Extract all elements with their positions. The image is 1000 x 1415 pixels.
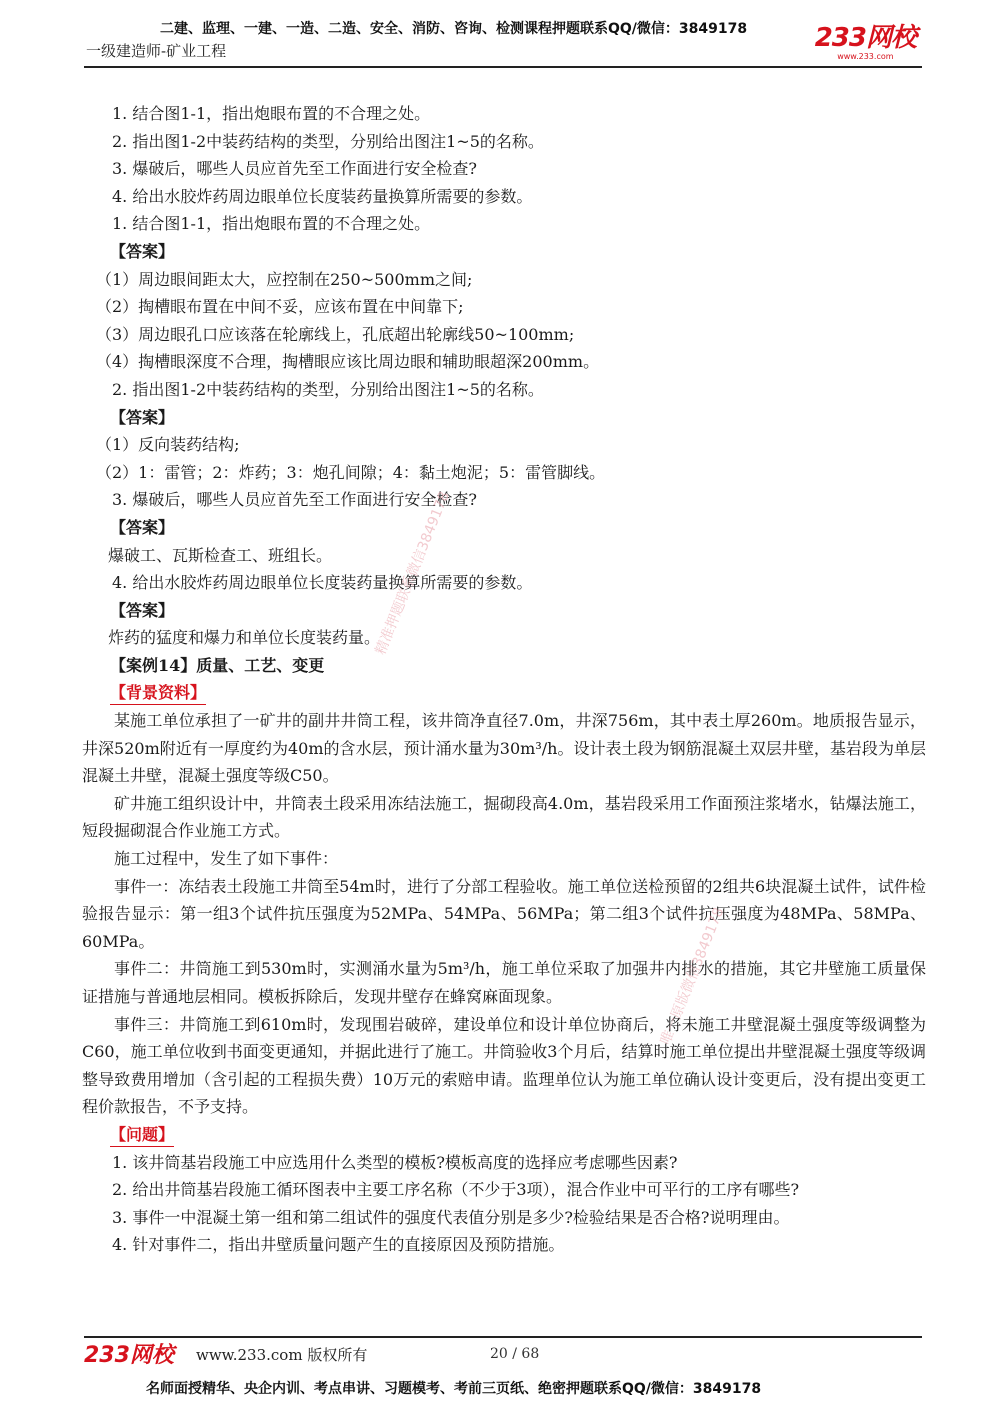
header-subtitle: 一级建造师-矿业工程: [86, 42, 227, 60]
question-1: 1. 结合图1-1，指出炮眼布置的不合理之处。: [112, 104, 431, 123]
header-divider: [84, 66, 922, 68]
footer-divider: [84, 1336, 922, 1338]
answer-1-item-4: （4）掏槽眼深度不合理，掏槽眼应该比周边眼和辅助眼超深200mm。: [96, 352, 600, 372]
case-question-4: 4. 针对事件二，指出井壁质量问题产生的直接原因及预防措施。: [112, 1235, 565, 1255]
background-paragraph-2: 矿井施工组织设计中，井筒表土段采用冻结法施工，掘砌段高4.0m，基岩段采用工作面预注浆堵水，钻爆法施工，短段掘砌混合作业施工方式。: [82, 793, 926, 841]
event-1: 事件一：冻结表土段施工井筒至54m时，进行了分部工程验收。施工单位送检预留的2组共6块混凝土试件，试件检验报告显示：第一组3个试件抗压强度为52MPa、54MPa、56MPa；第二组3个试件抗压强度为48MPa、58MPa、60MPa。: [82, 876, 926, 951]
question-4: 4. 给出水胶炸药周边眼单位长度装药量换算所需要的参数。: [112, 186, 533, 206]
question-3: 3. 爆破后，哪些人员应首先至工作面进行安全检查?: [112, 159, 477, 179]
answer-3: 爆破工、瓦斯检查工、班组长。: [108, 545, 333, 565]
answer-4: 炸药的猛度和爆力和单位长度装药量。: [108, 628, 381, 648]
logo-url: www.233.com: [837, 52, 894, 61]
answer-label: 【答案】: [110, 517, 175, 537]
watermark: 唯一原版微信3849178: [657, 905, 728, 1048]
question-1-repeat: 1. 结合图1-1，指出炮眼布置的不合理之处。: [112, 214, 431, 234]
question-4-repeat: 4. 给出水胶炸药周边眼单位长度装药量换算所需要的参数。: [112, 573, 533, 593]
case-question-3: 3. 事件一中混凝土第一组和第二组试件的强度代表值分别是多少?检验结果是否合格?说明理由。: [112, 1207, 790, 1227]
answer-label: 【答案】: [110, 241, 175, 261]
answer-1-item-2: （2）掏槽眼布置在中间不妥，应该布置在中间靠下;: [96, 297, 464, 317]
answer-label: 【答案】: [110, 600, 175, 620]
question-2: 2. 指出图1-2中装药结构的类型，分别给出图注1~5的名称。: [112, 131, 544, 151]
question-2-repeat: 2. 指出图1-2中装药结构的类型，分别给出图注1~5的名称。: [112, 379, 544, 399]
answer-1-item-1: （1）周边眼间距太大，应控制在250~500mm之间;: [96, 269, 473, 289]
answer-label: 【答案】: [110, 407, 175, 427]
footer-promo: 名师面授精华、央企内训、考点串讲、习题模考、考前三页纸、绝密押题联系QQ/微信：3849178: [146, 1381, 762, 1397]
answer-1-item-3: （3）周边眼孔口应该落在轮廓线上，孔底超出轮廓线50~100mm;: [96, 324, 575, 344]
header-promo: 二建、监理、一建、一造、二造、安全、消防、咨询、检测课程押题联系QQ/微信：3849178: [160, 21, 748, 37]
footer-logo: 233网校: [84, 1343, 174, 1368]
brand-logo: [815, 24, 916, 61]
logo-text: 233网校: [814, 23, 916, 53]
footer-site: www.233.com 版权所有: [196, 1346, 368, 1364]
case-title: 【案例14】质量、工艺、变更: [110, 655, 325, 675]
event-3: 事件三：井筒施工到610m时，发现围岩破碎，建设单位和设计单位协商后，将未施工井壁混凝土强度等级调整为C60，施工单位收到书面变更通知，并据此进行了施工。井筒验收3个月后，结算时施工单位提出井壁混凝土强度等级调整导致费用增加（含引起的工程损失费）10万元的索赔申请。监理单位认为施工单位确认设计变更后，没有提出变更工程价款报告，不予支持。: [82, 1014, 926, 1117]
case-question-1: 1. 该井筒基岩段施工中应选用什么类型的模板?模板高度的选择应考虑哪些因素?: [112, 1152, 678, 1172]
background-label: 【背景资料】: [110, 682, 206, 705]
questions-heading: [80, 1121, 926, 1149]
page-number: 20 / 68: [490, 1346, 540, 1362]
answer-2-item-2: （2）1：雷管；2：炸药；3：炮孔间隙；4：黏土炮泥；5：雷管脚线。: [96, 462, 606, 482]
answer-2-item-1: （1）反向装药结构;: [96, 435, 240, 455]
questions-label: 【问题】: [110, 1124, 174, 1147]
question-3-repeat: 3. 爆破后，哪些人员应首先至工作面进行安全检查?: [112, 490, 477, 510]
page-body: [80, 100, 926, 1259]
background-paragraph-3: 施工过程中，发生了如下事件：: [114, 849, 339, 869]
case-question-2: 2. 给出井筒基岩段施工循环图表中主要工序名称（不少于3项），混合作业中可平行的工序有哪些?: [112, 1180, 800, 1200]
event-2: 事件二：井筒施工到530m时，实测涌水量为5m³/h，施工单位采取了加强井内排水的措施，其它井壁施工质量保证措施与普通地层相同。模板拆除后，发现井壁存在蜂窝麻面现象。: [82, 959, 926, 1006]
background-heading: [80, 679, 926, 707]
background-paragraph-1: 某施工单位承担了一矿井的副井井筒工程，该井筒净直径7.0m，井深756m，其中表土厚260m。地质报告显示，井深520m附近有一厚度约为40m的含水层，预计涌水量为30m³/h。设计表土段为钢筋混凝土双层井壁，基岩段为单层混凝土井壁，混凝土强度等级C50。: [82, 711, 926, 786]
watermark: 精准押题联系微信3849178: [372, 489, 453, 658]
